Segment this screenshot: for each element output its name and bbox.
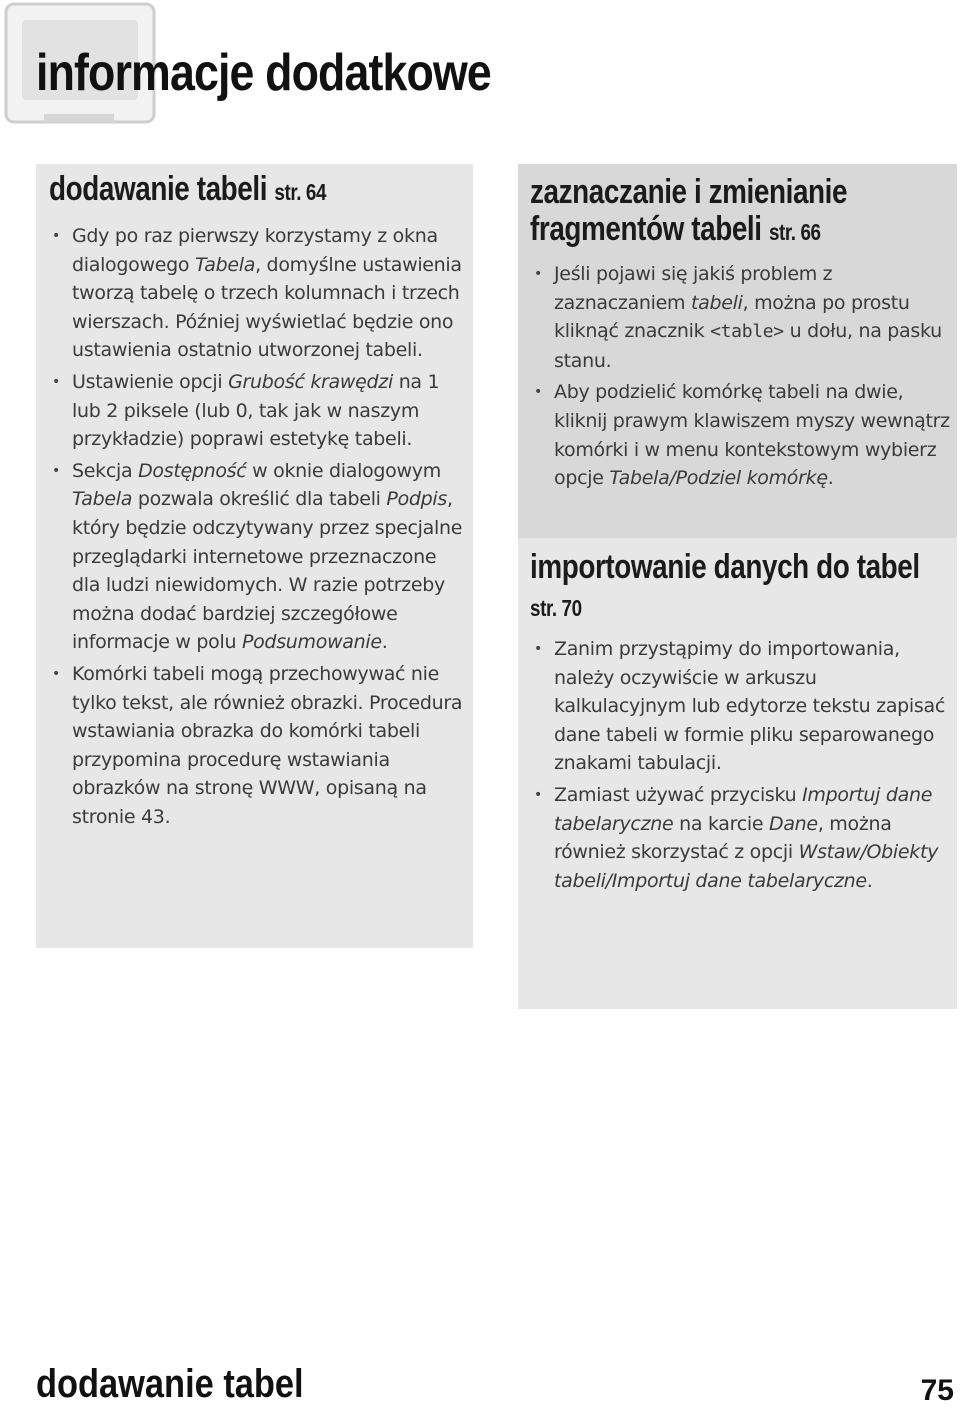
section-title: zaznaczanie i zmienianie: [530, 173, 848, 211]
page-number: 75: [920, 1374, 954, 1407]
import-section: [530, 548, 955, 627]
footer-title: dodawanie tabel: [36, 1362, 304, 1406]
list-item: • Jeśli pojawi się jakiś problem z zaznaczaniem tabeli, można po prostu kliknąć znacznik <table> u dołu, na pasku stanu.: [522, 260, 952, 375]
bullet-list: [522, 260, 952, 496]
page-ref: str. 66: [768, 219, 821, 245]
right-panel-highlight: [518, 164, 957, 538]
list-item: • Zanim przystąpimy do importowania, należy oczywiście w arkuszu kalkulacyjnym lub edytorze tekstu zapisać dane tabeli w formie pliku separowanego znakami tabulacji.: [522, 635, 952, 778]
code-snippet: <table>: [710, 321, 784, 343]
list-item: • Ustawienie opcji Grubość krawędzi na 1 lub 2 piksele (lub 0, tak jak w naszym przykładzie) poprawi estetykę tabeli.: [40, 368, 468, 454]
list-item: • Zamiast używać przycisku Importuj dane tabelaryczne na karcie Dane, można również skorzystać z opcji Wstaw/Obiekty tabeli/Importuj dane tabelaryczne.: [522, 781, 952, 895]
page-heading: informacje dodatkowe: [36, 44, 491, 102]
bullet-list: [40, 222, 468, 834]
bullet-list: [522, 635, 952, 898]
section-title: importowanie danych do tabel: [530, 548, 920, 586]
section-title: fragmentów tabeli: [530, 210, 762, 248]
section-title: dodawanie tabeli: [49, 170, 268, 208]
list-item: • Sekcja Dostępność w oknie dialogowym Tabela pozwala określić dla tabeli Podpis, który będzie odczytywany przez specjalne przeglądarki internetowe przeznaczone dla ludzi niewidomych. W razie potrzeby można dodać bardziej szczegółowe informacje w polu Podsumowanie.: [40, 457, 468, 657]
list-item: • Aby podzielić komórkę tabeli na dwie, kliknij prawym klawiszem myszy wewnątrz komórki i w menu kontekstowym wybierz opcje Tabela/Podziel komórkę.: [522, 378, 952, 492]
left-panel: [36, 164, 473, 948]
page-ref: str. 70: [530, 595, 582, 621]
section-heading: [530, 174, 847, 251]
section-heading: [530, 548, 920, 627]
list-item: • Gdy po raz pierwszy korzystamy z okna dialogowego Tabela, domyślne ustawienia tworzą tabelę o trzech kolumnach i trzech wierszach. Później wyświetlać będzie ono ustawienia ostatnio utworzonej tabeli.: [40, 222, 468, 365]
section-heading: [49, 170, 326, 209]
page-ref: str. 64: [274, 179, 327, 205]
list-item: • Komórki tabeli mogą przechowywać nie tylko tekst, ale również obrazki. Procedura wstawiania obrazka do komórki tabeli przypomina procedurę wstawiania obrazków na stronę WWW, opisaną na stronie 43.: [40, 660, 468, 832]
